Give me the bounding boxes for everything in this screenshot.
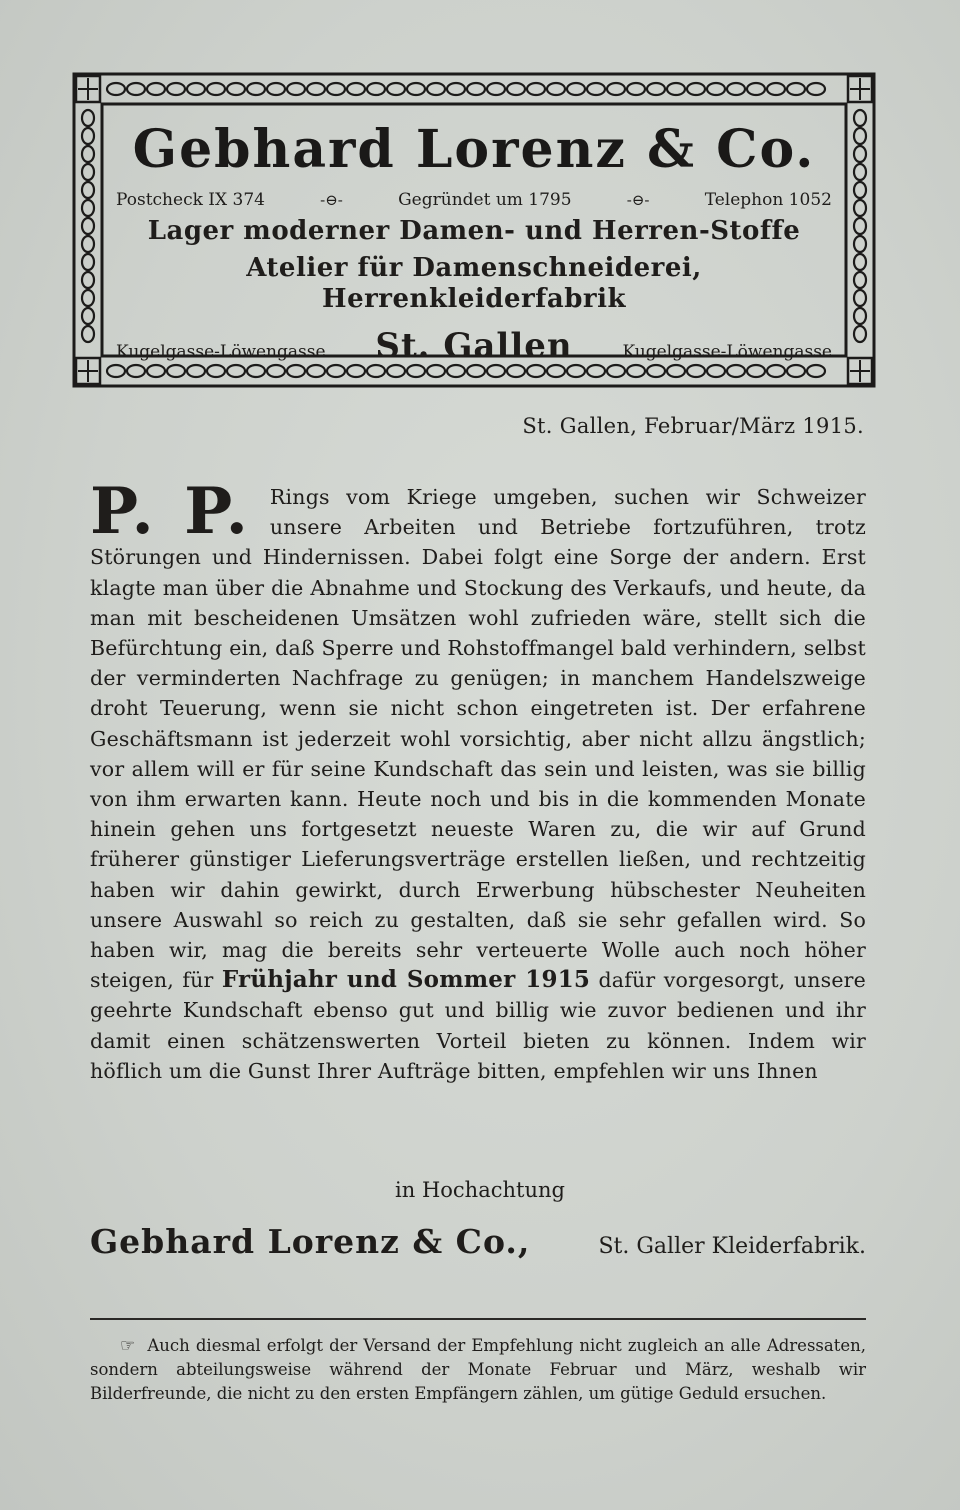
postcheck-number: Postcheck IX 374 xyxy=(116,190,265,210)
city-name: St. Gallen xyxy=(375,325,573,366)
founding-year: Gegründet um 1795 xyxy=(398,190,572,210)
letterhead-content xyxy=(110,112,838,366)
letter-text-part2: dafür vorgesorgt, unsere geehrte Kundschaft ebenso gut und billig wie zuvor bedienen und ihr damit einen schätzenswerten Vorteil bieten zu können. Indem wir höflich um die Gunst Ihrer Aufträge bitten, empfehlen wir uns Ihnen xyxy=(90,968,867,1083)
atelier-line: Atelier für Damenschneiderei, Herrenkleiderfabrik xyxy=(246,253,702,315)
letter-body xyxy=(90,474,867,1086)
letterhead-info-row xyxy=(110,190,838,210)
address-row xyxy=(110,326,838,366)
letter-text-emphasis: Frühjahr und Sommer 1915 xyxy=(221,966,591,994)
footnote xyxy=(90,1334,866,1406)
signature-name: Gebhard Lorenz & Co., xyxy=(90,1222,531,1261)
signature-place: St. Galler Kleiderfabrik. xyxy=(598,1234,866,1259)
letterhead-frame xyxy=(72,72,876,388)
address-right: Kugelgasse-Löwengasse xyxy=(622,341,832,362)
ornament-separator-icon: -⊖- xyxy=(626,191,650,209)
letter-text-part1: Rings vom Kriege umgeben, suchen wir Schweizer unsere Arbeiten und Betriebe fortzuführen, trotz Störungen und Hindernissen. Dabei folgt eine Sorge der andern. Erst klagte man über die Abnahme und Stockung des Verkaufs, und heute, da man mit bescheidenen Umsätzen wohl zufrieden wäre, stellt sich die Befürchtung ein, daß Sperre und Rohstoffmangel bald verhindern, selbst der verminderten Nachfrage zu genügen; in manchem Handelszweige droht Teuerung, wenn sie nicht schon eingetreten ist. Der erfahrene Geschäftsmann ist jederzeit wohl vorsichtig, aber nicht allzu ängstlich; vor allem will er für seine Kundschaft das sein und leisten, was sie billig von ihm erwarten kann. Heute noch und bis in die kommenden Monate hinein gehen uns fortgesetzt neueste Waren zu, die wir auf Grund früherer günstiger Lieferungsverträge erstellen ließen, und rechtzeitig haben wir dahin gewirkt, durch Erwerbung hübschester Neuheiten unsere Auswahl so reich zu gestalten, daß sie sehr gefallen wird. So haben wir, mag die bereits sehr verteuerte Wolle auch noch höher steigen, für xyxy=(90,485,866,993)
stock-line: Lager moderner Damen- und Herren-Stoffe xyxy=(147,216,801,246)
firm-name: Gebhard Lorenz & Co. xyxy=(132,119,816,180)
address-left: Kugelgasse-Löwengasse xyxy=(116,341,326,362)
signature xyxy=(90,1222,866,1261)
footnote-divider xyxy=(90,1318,866,1320)
ornament-separator-icon: -⊖- xyxy=(320,191,343,209)
footnote-text: Auch diesmal erfolgt der Versand der Empfehlung nicht zugleich an alle Adressaten, sondern abteilungsweise während der Monate Februar und März, weshalb wir Bilderfreunde, die nicht zu den ersten Empfängern zählen, um gütige Geduld ersuchen. xyxy=(90,1336,866,1403)
closing-greeting: in Hochachtung xyxy=(395,1178,565,1202)
dateline: St. Gallen, Februar/März 1915. xyxy=(522,414,864,438)
pointing-hand-icon: ☞ xyxy=(120,1336,136,1356)
salutation-initial: P. P. xyxy=(90,474,252,549)
telephone-number: Telephon 1052 xyxy=(704,190,832,210)
